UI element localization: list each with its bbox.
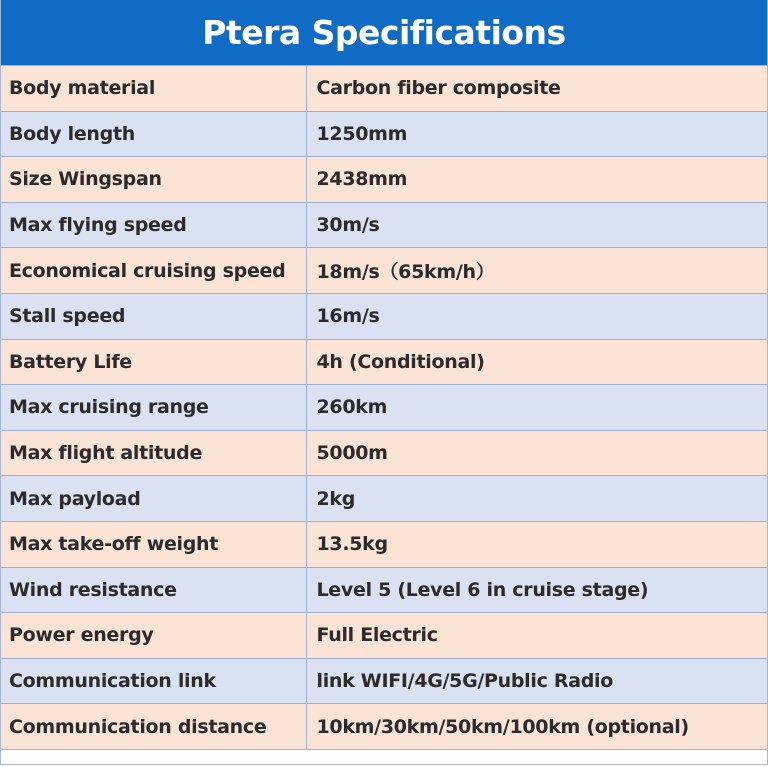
spec-value-cell: 2kg [306, 476, 767, 522]
spec-name-cell: Economical cruising speed [1, 248, 306, 294]
spec-name-cell: Body length [1, 111, 306, 157]
table-row [1, 658, 767, 704]
table-row [1, 66, 767, 112]
table-row [1, 704, 767, 750]
spec-table [1, 65, 767, 750]
spec-value-cell: 1250mm [306, 111, 767, 157]
spec-table-body [1, 66, 767, 750]
table-row [1, 157, 767, 203]
table-row [1, 293, 767, 339]
table-row [1, 111, 767, 157]
table-row [1, 476, 767, 522]
spec-name-cell: Communication distance [1, 704, 306, 750]
spec-value-cell: link WIFI/4G/5G/Public Radio [306, 658, 767, 704]
table-row [1, 430, 767, 476]
spec-value-cell: Level 5 (Level 6 in cruise stage) [306, 567, 767, 613]
spec-value-cell: 18m/s（65km/h） [306, 248, 767, 294]
spec-value-cell: 260km [306, 385, 767, 431]
spec-name-cell: Wind resistance [1, 567, 306, 613]
spec-name-cell: Power energy [1, 613, 306, 659]
page-title: Ptera Specifications [202, 13, 566, 52]
spec-value-cell: 16m/s [306, 293, 767, 339]
spec-name-cell: Max cruising range [1, 385, 306, 431]
spec-name-cell: Body material [1, 66, 306, 112]
table-row [1, 248, 767, 294]
table-row [1, 521, 767, 567]
spec-value-cell: 2438mm [306, 157, 767, 203]
spec-name-cell: Stall speed [1, 293, 306, 339]
spec-name-cell: Max take-off weight [1, 521, 306, 567]
spec-value-cell: 30m/s [306, 202, 767, 248]
spec-value-cell: 5000m [306, 430, 767, 476]
spec-value-cell: 13.5kg [306, 521, 767, 567]
spec-name-cell: Max flight altitude [1, 430, 306, 476]
table-row [1, 613, 767, 659]
spec-name-cell: Max payload [1, 476, 306, 522]
table-row [1, 202, 767, 248]
title-bar [1, 0, 767, 65]
spec-name-cell: Size Wingspan [1, 157, 306, 203]
spec-value-cell: Carbon fiber composite [306, 66, 767, 112]
table-row [1, 339, 767, 385]
spec-name-cell: Battery Life [1, 339, 306, 385]
table-row [1, 567, 767, 613]
spec-value-cell: 4h (Conditional) [306, 339, 767, 385]
table-row [1, 385, 767, 431]
spec-value-cell: Full Electric [306, 613, 767, 659]
spec-name-cell: Communication link [1, 658, 306, 704]
spec-value-cell: 10km/30km/50km/100km (optional) [306, 704, 767, 750]
spec-name-cell: Max flying speed [1, 202, 306, 248]
